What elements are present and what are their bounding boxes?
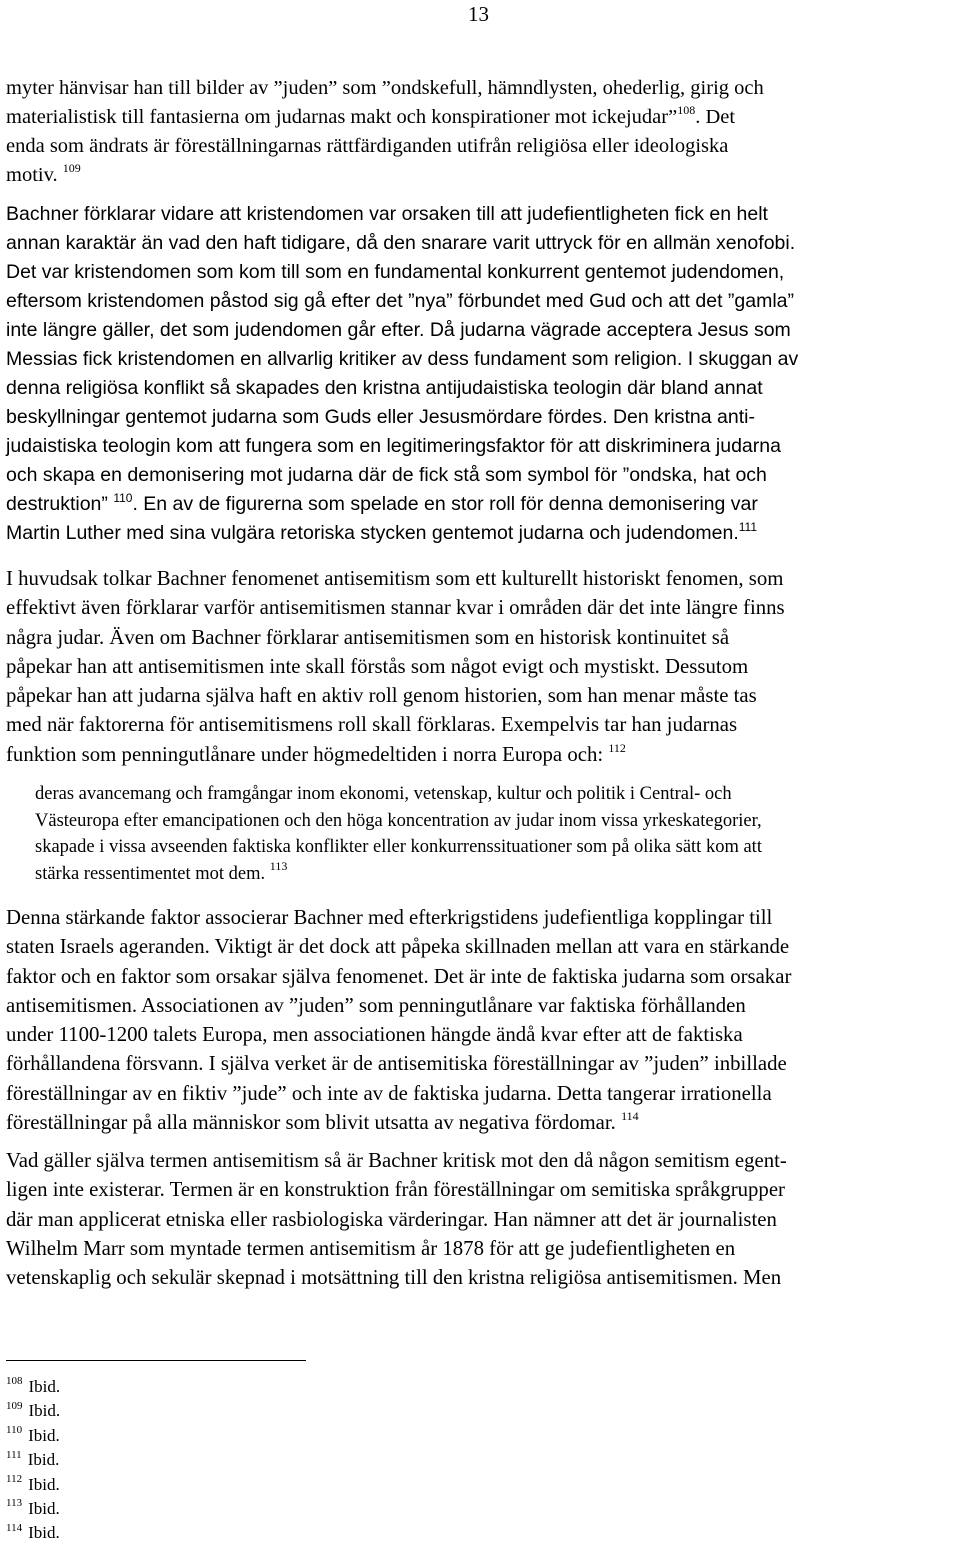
footnote-item bbox=[6, 1497, 60, 1521]
footnote-ref-109[interactable]: 109 bbox=[62, 161, 81, 176]
footnote-item bbox=[6, 1448, 60, 1472]
block-quote-text: deras avancemang och framgångar inom ekonomi, vetenskap, kultur och politik i Central- och Västeuropa efter emancipationen och den höga koncentration av judar inom vissa yrkeskategorier, skapade i vissa avseenden faktiska konflikter eller konkurrenssituationer som på olika sätt kom att stärka ressentimentet mot dem. bbox=[35, 784, 762, 884]
footnote-ref-110[interactable]: 110 bbox=[113, 490, 133, 505]
footnote-ref-112[interactable]: 112 bbox=[608, 740, 626, 755]
footnote-ref-111[interactable]: 111 bbox=[738, 519, 757, 534]
paragraph-1 bbox=[6, 74, 956, 190]
footnote-number: 112 bbox=[6, 1472, 23, 1485]
footnote-text: Ibid. bbox=[28, 1425, 60, 1445]
footnote-text: Ibid. bbox=[28, 1499, 60, 1519]
footnote-list bbox=[6, 1375, 60, 1546]
paragraph-3 bbox=[6, 564, 956, 769]
footnote-text: Ibid. bbox=[28, 1523, 60, 1543]
footnote-ref-113[interactable]: 113 bbox=[269, 859, 288, 874]
paragraph-1-text-a: myter hänvisar han till bilder av ”juden” som ”ondskefull, hämndlysten, ohederlig, girig och materialistisk till fantasierna om judarnas makt och konspirationer mot ickejudar” bbox=[6, 77, 764, 128]
footnote-item bbox=[6, 1375, 60, 1399]
paragraph-3-text: I huvudsak tolkar Bachner fenomenet antisemitism som ett kulturellt historiskt fenomen, som effektivt även förklarar varför antisemitismen stannar kvar i områden där det inte längre finns några judar. Även om Bachner förklarar antisemitismen som en historisk kontinuitet så påpekar han att antisemitismen inte skall förstås som något evigt och mystiskt. Dessutom påpekar han att judarna själva haft en aktiv roll genom historien, som han menar måste tas med när faktorerna för antisemitismens roll skall förklaras. Exempelvis tar han judarnas funktion som penningutlånare under högmedeltiden i norra Europa och: bbox=[6, 567, 785, 766]
footnote-number: 109 bbox=[6, 1399, 23, 1412]
paragraph-4-text: Denna stärkande faktor associerar Bachner med efterkrigstidens judefientliga kopplingar till staten Israels ageranden. Viktigt är det dock att påpeka skillnaden mellan att vara en stärkande faktor och en faktor som orsakar själva fenomenet. Det är inte de faktiska judarna som orsakar antisemitismen. Associationen av ”juden” som penningutlånare var faktiska förhållanden under 1100-1200 talets Europa, men associationen hängde ändå kvar efter att de faktiska förhållandena försvann. I själva verket är de antisemitiska föreställningar av ”juden” inbillade föreställningar av en fiktiv ”jude” och inte av de faktiska judarna. Detta tangerar irrationella föreställningar på alla människor som blivit utsatta av negativa fördomar. bbox=[6, 906, 792, 1135]
paragraph-2 bbox=[6, 200, 956, 548]
page-number: 13 bbox=[468, 2, 489, 26]
footnote-ref-108[interactable]: 108 bbox=[677, 103, 696, 118]
footnote-text: Ibid. bbox=[28, 1377, 61, 1396]
footnote-ref-114[interactable]: 114 bbox=[621, 1109, 639, 1124]
paragraph-1-text-b: . Det enda som ändrats är föreställningarnas rättfärdiganden utifrån religiösa eller ideologiska motiv. bbox=[6, 106, 736, 186]
footnote-item bbox=[6, 1473, 60, 1497]
footnote-number: 111 bbox=[6, 1448, 22, 1461]
paragraph-4 bbox=[6, 903, 956, 1137]
footnote-number: 113 bbox=[6, 1497, 23, 1510]
footnote-item bbox=[6, 1424, 60, 1448]
footnote-number: 114 bbox=[6, 1521, 23, 1534]
footnote-text: Ibid. bbox=[28, 1401, 61, 1421]
paragraph-2-text-b: . En av de figurerna som spelade en stor roll för denna demonisering var Martin Luther med sina vulgära retoriska stycken gentemot judarna och judendomen. bbox=[6, 493, 758, 544]
footnote-number: 108 bbox=[6, 1375, 23, 1388]
paragraph-2-text-a: Bachner förklarar vidare att kristendomen var orsaken till att judefientligheten fick en helt annan karaktär än vad den haft tidigare, då den snarare varit uttryck för en allmän xenofobi. Det var kristendomen som kom till som en fundamental konkurrent gentemot judendomen, eftersom kristendomen påstod sig gå efter det ”nya” förbundet med Gud och att det ”gamla” inte längre gäller, det som judendomen går efter. Då judarna vägrade acceptera Jesus som Messias fick kristendomen en allvarlig kritiker av dess fundament som religion. I skuggan av denna religiösa konflikt så skapades den kristna antijudaistiska teologin där bland annat beskyllningar gentemot judarna som Guds eller Jesusmördare fördes. Den kristna anti- judaistiska teologin kom att fungera som en legitimeringsfaktor för att diskriminera judarna och skapa en demonisering mot judarna där de fick stå som symbol för ”ondska, hat och destruktion” bbox=[6, 203, 799, 515]
block-quote bbox=[35, 781, 955, 887]
footnote-item bbox=[6, 1399, 60, 1423]
footnote-text: Ibid. bbox=[28, 1474, 60, 1494]
footnote-number: 110 bbox=[6, 1424, 23, 1437]
footnote-divider bbox=[6, 1360, 306, 1361]
footnote-text: Ibid. bbox=[27, 1450, 60, 1470]
footnote-item bbox=[6, 1521, 60, 1545]
paragraph-5: Vad gäller själva termen antisemitism så är Bachner kritisk mot den då någon semitism egent- ligen inte existerar. Termen är en konstruktion från föreställningar om semitiska språkgrupper där man applicerat etniska eller rasbiologiska värderingar. Han nämner att det är journalisten Wilhelm Marr som myntade termen antisemitism år 1878 för att ge judefientligheten en vetenskaplig och sekulär skepnad i motsättning till den kristna religiösa antisemitismen. Men bbox=[6, 1149, 787, 1290]
